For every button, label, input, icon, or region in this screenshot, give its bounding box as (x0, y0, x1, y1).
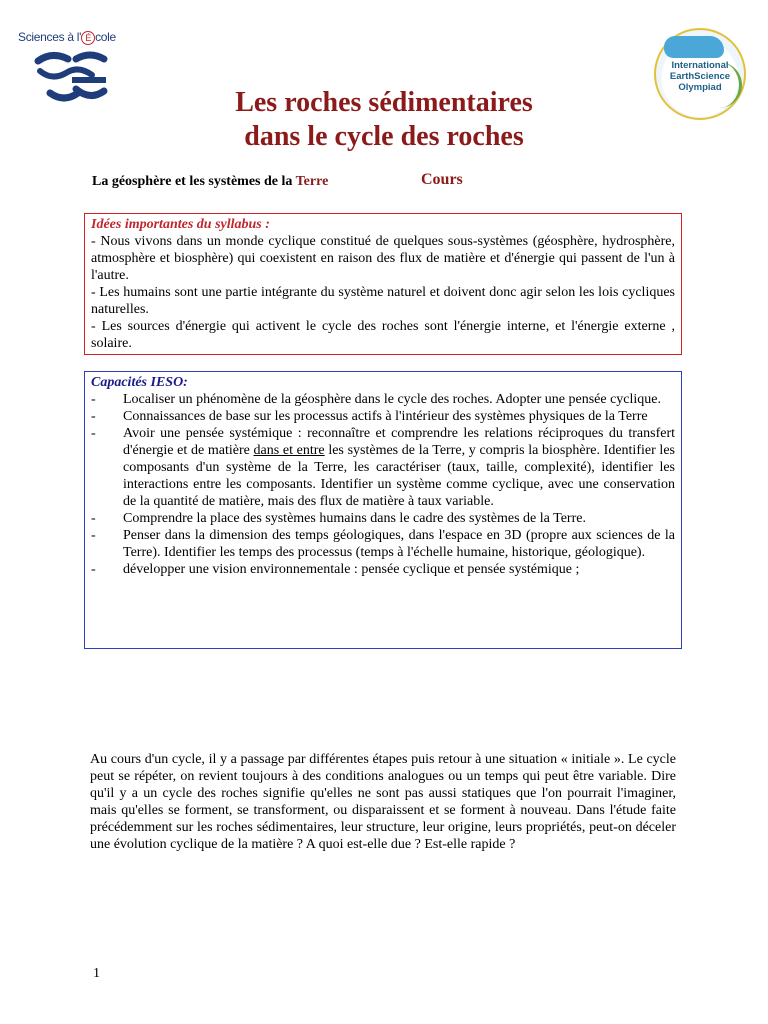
capacity-item (91, 408, 675, 425)
ideas-paragraph: - Les humains sont une partie intégrante du système naturel et doivent donc agir selon les lois cycliques naturelles. (91, 285, 675, 317)
subtitle-text: La géosphère et les systèmes de la (92, 174, 296, 189)
list-dash: - (91, 528, 96, 543)
section-subtitle (92, 174, 328, 190)
body-paragraph: Au cours d'un cycle, il y a passage par différentes étapes puis retour à une situation « initiale ». Le cycle peut se répéter, on revient toujours à des conditions analogues ou un temps qui peut être variable. Dire qu'il y a un cycle des roches signifie qu'elles ne sont pas aussi statiques que l'on pourrait l'imaginer, mais qu'elles se forment, se transforment, ou disparaissent et se forment à nouveau. Dans l'étude faite précédemment sur les roches sédimentaires, leur structure, leur origine, leurs propriétés, peut-on déceler une évolution cyclique de la matière ? A quoi est-elle due ? Est-elle rapide ? (90, 752, 676, 852)
capacity-text: Connaissances de base sur les processus actifs à l'intérieur des systèmes physiques de la Terre (123, 409, 648, 424)
cloud-icon (664, 36, 724, 58)
title-line-2: dans le cycle des roches (244, 121, 524, 152)
capacity-text: Penser dans la dimension des temps géologiques, dans l'espace en 3D (propre aux sciences de la Terre). Identifier les temps des processus (temps à l'échelle humaine, historique, géologique). (123, 528, 675, 560)
logo-text-start: Sciences à l' (18, 30, 82, 44)
logo-brand-text (18, 30, 126, 45)
list-dash: - (91, 409, 96, 424)
capacities-heading: Capacités IESO: (91, 375, 188, 390)
list-dash: - (91, 562, 96, 577)
ideas-paragraph: - Nous vivons dans un monde cyclique constitué de quelques sous-systèmes (géosphère, hydrosphère, atmosphère et biosphère) qui coexistent en raison des flux de matière et d'énergie qui passent de l'un à l'autre. (91, 234, 675, 283)
capacity-text-part: Avoir une pensée systémique : reconnaître et comprendre les relations réciproques du transfert d'énergie et de matière (123, 426, 675, 458)
capacity-item (91, 561, 675, 578)
page-number: 1 (93, 966, 100, 981)
capacity-item (91, 391, 675, 408)
capacity-item (91, 510, 675, 527)
ieso-logo-line1: International (671, 60, 729, 71)
list-dash: - (91, 511, 96, 526)
capacity-text (123, 425, 675, 510)
capacity-item (91, 527, 675, 561)
ideas-heading: Idées importantes du syllabus : (91, 217, 270, 232)
list-dash: - (91, 392, 96, 407)
capacity-text: développer une vision environnementale : pensée cyclique et pensée systémique ; (123, 562, 580, 577)
capacity-text: Comprendre la place des systèmes humains dans le cadre des systèmes de la Terre. (123, 511, 586, 526)
ideas-paragraph: - Les sources d'énergie qui activent le cycle des roches sont l'énergie interne, et l'énergie externe , solaire. (91, 319, 675, 351)
capacity-item (91, 425, 675, 510)
ieso-logo-line3: Olympiad (678, 82, 722, 93)
capacity-text-part: les systèmes de la Terre, y compris la biosphère. Identifier les composants d'un système de la Terre, les caractériser (taux, taille, complexité), identifier les interactions entre les composants. Identifier un système comme cyclique, avec une conservation de la quantité de matière, mais des flux de matière à taux variable. (123, 443, 675, 509)
logo-e-circle: É (81, 31, 95, 45)
list-dash: - (91, 426, 96, 441)
cours-label: Cours (421, 171, 463, 188)
underlined-phrase: dans et entre (253, 443, 325, 458)
subtitle-red-word: Terre (295, 174, 329, 189)
ieso-capacities-box (84, 371, 682, 649)
syllabus-ideas-box (84, 213, 682, 355)
document-title (0, 86, 768, 154)
title-line-1: Les roches sédimentaires (235, 87, 533, 118)
logo-text-end: cole (95, 30, 116, 44)
capacity-text: Localiser un phénomène de la géosphère dans le cycle des roches. Adopter une pensée cyclique. (123, 392, 662, 407)
ieso-logo-line2: EarthScience (669, 71, 731, 82)
